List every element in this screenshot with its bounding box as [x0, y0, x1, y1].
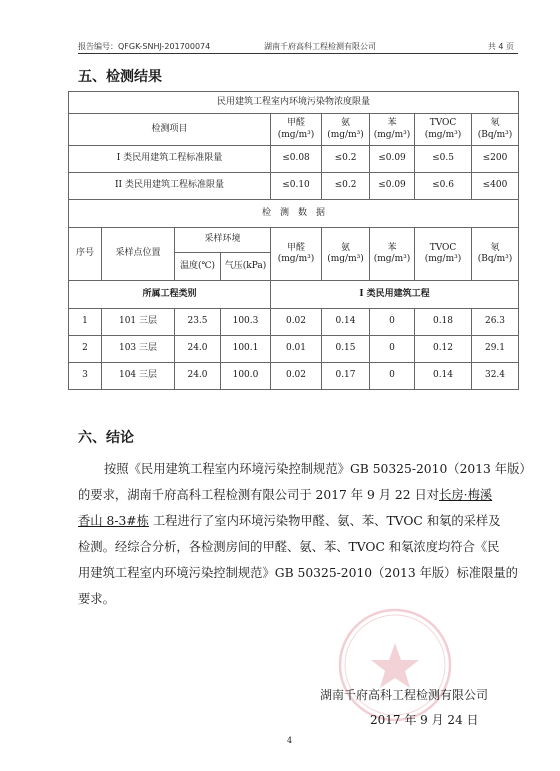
- data-title-row: [69, 200, 519, 228]
- row-pressure: 100.1: [221, 336, 271, 363]
- pollutant-name: 甲醛: [286, 118, 305, 129]
- pollutant-header: [370, 114, 415, 146]
- limit-value: ≤0.09: [370, 146, 415, 173]
- row-value: 0.14: [322, 309, 370, 336]
- limit-title: 民用建筑工程室内环境污染物浓度限量: [69, 92, 519, 114]
- conclusion-line: [78, 482, 524, 508]
- row-value: 0.02: [271, 309, 322, 336]
- row-value: 0: [370, 309, 415, 336]
- row-seq: 1: [69, 309, 102, 336]
- conclusion-line: 按照《民用建筑工程室内环境污染控制规范》GB 50325-2010（2013 年版）: [104, 462, 532, 476]
- row-value: 0.12: [415, 336, 472, 363]
- limit-value: ≤0.2: [322, 173, 370, 200]
- header-company: 湖南千府高科工程检测有限公司: [264, 42, 376, 51]
- conclusion-line: 要求。: [78, 592, 115, 606]
- conclusion-paragraph: [78, 456, 532, 612]
- pollutant-unit: (mg/m³): [277, 254, 315, 264]
- row-location: 104 三层: [102, 363, 175, 390]
- col-env: 采样环境: [175, 228, 271, 253]
- row-value: 0.17: [322, 363, 370, 390]
- pollutant-unit: (mg/m³): [277, 129, 315, 140]
- signature-company: 湖南千府高科工程检测有限公司: [320, 688, 489, 702]
- pollutant-header-row: [69, 114, 519, 146]
- company-seal: [335, 605, 455, 725]
- pollutant-name: 氨: [340, 242, 350, 253]
- pollutant-name: TVOC: [429, 242, 457, 253]
- limit-value: ≤0.2: [322, 146, 370, 173]
- pollutant-name: 甲醛: [286, 242, 305, 253]
- pollutant-header: [271, 114, 322, 146]
- row-value: 0.15: [322, 336, 370, 363]
- data-title: 检 测 数 据: [69, 200, 519, 228]
- table-row: [69, 309, 519, 336]
- row-value: 0.18: [415, 309, 472, 336]
- limit-label: II 类民用建筑工程标准限量: [69, 173, 271, 200]
- pollutant-name: 苯: [387, 118, 397, 129]
- row-seq: 3: [69, 363, 102, 390]
- conclusion-line: [78, 508, 524, 534]
- pollutant-unit: (mg/m³): [327, 129, 364, 140]
- row-value: 0: [370, 336, 415, 363]
- project-name-part: 长房·梅溪: [439, 488, 493, 502]
- pollutant-header: [415, 228, 472, 281]
- conclusion-text: 的要求，湖南千府高科工程检测有限公司于 2017 年 9 月 22 日对: [78, 488, 440, 502]
- row-temp: 24.0: [175, 336, 221, 363]
- row-location: 103 三层: [102, 336, 175, 363]
- pollutant-header: [271, 228, 322, 281]
- row-value: 0.01: [271, 336, 322, 363]
- limit-title-row: [69, 92, 519, 114]
- row-pressure: 100.3: [221, 309, 271, 336]
- report-number: 报告编号：QFGK-SNHJ-201700074: [78, 42, 211, 51]
- row-value: 0.02: [271, 363, 322, 390]
- pollutant-name: TVOC: [429, 118, 457, 129]
- conclusion-line: 检测。经综合分析，各检测房间的甲醛、氨、苯、TVOC 和氡浓度均符合《民: [78, 540, 500, 554]
- pollutant-header: [415, 114, 472, 146]
- pollutant-header: [322, 114, 370, 146]
- limit-label: I 类民用建筑工程标准限量: [69, 146, 271, 173]
- pollutant-unit: (Bq/m³): [477, 129, 513, 140]
- header-divider: [78, 53, 518, 54]
- pollutant-unit: (mg/m³): [327, 254, 364, 264]
- row-value: 32.4: [472, 363, 519, 390]
- signature-date: 2017 年 9 月 24 日: [370, 713, 479, 727]
- page-number: 4: [287, 736, 293, 745]
- pollutant-unit: (mg/m³): [373, 254, 411, 264]
- row-seq: 2: [69, 336, 102, 363]
- row-value: 0.14: [415, 363, 472, 390]
- section-5-title: 五、检测结果: [78, 69, 162, 85]
- pollutant-unit: (mg/m³): [424, 254, 462, 264]
- row-value: 26.3: [472, 309, 519, 336]
- limit-value: ≤0.09: [370, 173, 415, 200]
- pollutant-name: 氡: [490, 242, 500, 253]
- header-page-count: 共 4 页: [487, 42, 514, 51]
- col-location: 采样点位置: [102, 228, 175, 281]
- col-pressure: 气压(kPa): [221, 253, 271, 281]
- conclusion-text: 工程进行了室内环境污染物甲醛、氨、苯、TVOC 和氡的采样及: [148, 514, 501, 528]
- limit-row-class-1: [69, 146, 519, 173]
- results-table: [68, 91, 519, 390]
- conclusion-line: 用建筑工程室内环境污染控制规范》GB 50325-2010（2013 年版）标准限量的: [78, 566, 518, 580]
- category-row: [69, 281, 519, 309]
- row-temp: 23.5: [175, 309, 221, 336]
- item-label: 检测项目: [69, 114, 271, 146]
- pollutant-unit: (mg/m³): [424, 129, 462, 140]
- section-6-title: 六、结论: [78, 430, 134, 446]
- pollutant-header: [370, 228, 415, 281]
- row-location: 101 三层: [102, 309, 175, 336]
- pollutant-unit: (Bq/m³): [477, 254, 513, 264]
- pollutant-name: 苯: [387, 242, 397, 253]
- pollutant-header: [472, 114, 519, 146]
- col-seq: 序号: [69, 228, 102, 281]
- col-temp: 温度(℃): [175, 253, 221, 281]
- pollutant-header: [322, 228, 370, 281]
- limit-value: ≤0.5: [415, 146, 472, 173]
- category-label: 所属工程类别: [69, 281, 271, 309]
- table-row: [69, 363, 519, 390]
- row-value: 0: [370, 363, 415, 390]
- limit-value: ≤0.6: [415, 173, 472, 200]
- row-value: 29.1: [472, 336, 519, 363]
- row-temp: 24.0: [175, 363, 221, 390]
- limit-value: ≤400: [472, 173, 519, 200]
- limit-value: ≤0.10: [271, 173, 322, 200]
- limit-value: ≤0.08: [271, 146, 322, 173]
- pollutant-name: 氨: [340, 118, 350, 129]
- category-value: I 类民用建筑工程: [271, 281, 519, 309]
- pollutant-header: [472, 228, 519, 281]
- limit-row-class-2: [69, 173, 519, 200]
- pollutant-unit: (mg/m³): [373, 129, 411, 140]
- pollutant-name: 氡: [490, 118, 500, 129]
- data-header-row: [69, 228, 519, 253]
- row-pressure: 100.0: [221, 363, 271, 390]
- limit-value: ≤200: [472, 146, 519, 173]
- table-row: [69, 336, 519, 363]
- project-name-part: 香山 8-3#栋: [78, 514, 149, 528]
